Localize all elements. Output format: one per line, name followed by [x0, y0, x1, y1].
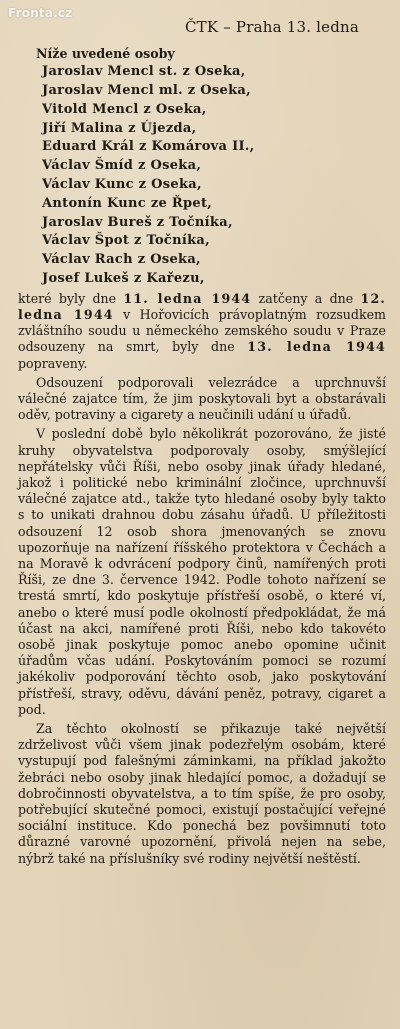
name-item: Václav Šmíd z Oseka, — [42, 158, 202, 174]
name-item: Jaroslav Mencl ml. z Oseka, — [42, 83, 251, 98]
name-item: Jaroslav Mencl st. z Oseka, — [42, 64, 246, 80]
article-body — [18, 46, 386, 867]
verdict-paragraph — [18, 291, 386, 372]
name-item: Václav Špot z Točníka, — [42, 233, 210, 249]
dateline: ČTK – Praha 13. ledna — [185, 18, 360, 36]
name-item: Vitold Mencl z Oseka, — [42, 101, 207, 117]
name-item: Jaroslav Bureš z Točníka, — [42, 214, 233, 230]
name-item: Jiří Malina z Újezda, — [42, 120, 197, 136]
name-item: Antonín Kunc ze Řpet, — [42, 195, 213, 211]
caution-paragraph: Za těchto okolností se přikazuje také největší zdrželivost vůči všem jinak podezřelým osobám, které vystupují pod falešnými záminkami, na příklad jakožto žebráci nebo osoby jinak hledající pomoc, a dožadují se dobročinnosti obyvatelstva, a to tím spíše, že pro osoby, potřebující skutečné pomoci, existují postačující veřejné sociální instituce. Kdo ponechá bez povšimnutí toto důrazné varovné upozornění, přivolá nejen na sebe, nýbrž také na příslušníky své rodiny největší neštěstí. — [18, 721, 386, 866]
arrest-date: 11. ledna 1944 — [123, 290, 252, 306]
name-item: Josef Lukeš z Kařezu, — [42, 270, 205, 286]
name-item: Václav Kunc z Oseka, — [42, 176, 202, 192]
site-watermark: Fronta.cz — [8, 6, 73, 20]
reason-paragraph: Odsouzení podporovali velezrádce a uprchnuvší válečné zajatce tím, že jim poskytovali byt a obstarávali oděv, potraviny a cigarety a neučinili udání u úřadů. — [18, 374, 386, 423]
text-fragment: popraveny. — [18, 355, 88, 371]
text-fragment: v Hořovicích právoplatným rozsudkem zvláštního soudu u německého zemského soudu v Praze odsouzeny na smrt, byly dne — [18, 306, 386, 355]
name-item: Václav Rach z Oseka, — [42, 252, 201, 268]
text-fragment: zatčeny a dne — [251, 290, 361, 306]
intro-line: Níže uvedené osoby — [36, 46, 175, 61]
text-fragment: které byly dne — [18, 290, 124, 306]
sentence-date: 12. ledna 1944 — [18, 290, 386, 322]
name-item: Eduard Král z Komárova II., — [42, 139, 255, 155]
names-list — [18, 63, 386, 289]
warning-paragraph: V poslední době bylo několikrát pozorováno, že jisté kruhy obyvatelstva podporovaly osoby, smýšlející nepřátelsky vůči Říši, nebo osoby jinak úřady hledané, jakož i politické nebo kriminální zločince, uprchnuvší válečné zajatce atd., takže tyto hledané osoby byly takto s to unikati drahnou dobu zásahu úřadů. U příležitosti odsouzení 12 osob shora jmenovaných se znovu upozorňuje na nařízení říšského protektora v Čechách a na Moravě k odvrácení podpory činů, namířených proti Říši, ze dne 3. července 1942. Podle tohoto nařízení se trestá smrtí, kdo poskytuje přístřeší osobě, o které ví, anebo o které musí podle okolností předpokládat, že má účast na akci, namířené proti Říši, nebo kdo takovéto osobě jinak poskytuje pomoc anebo opomine učinit úřadům včas udání. Poskytováním pomoci se rozumí jakékoliv podporování těchto osob, jako poskytování přístřeší, stravy, oděvu, dávání peněz, potravy, cigaret a pod. — [18, 426, 386, 717]
execution-date: 13. ledna 1944 — [247, 339, 386, 355]
